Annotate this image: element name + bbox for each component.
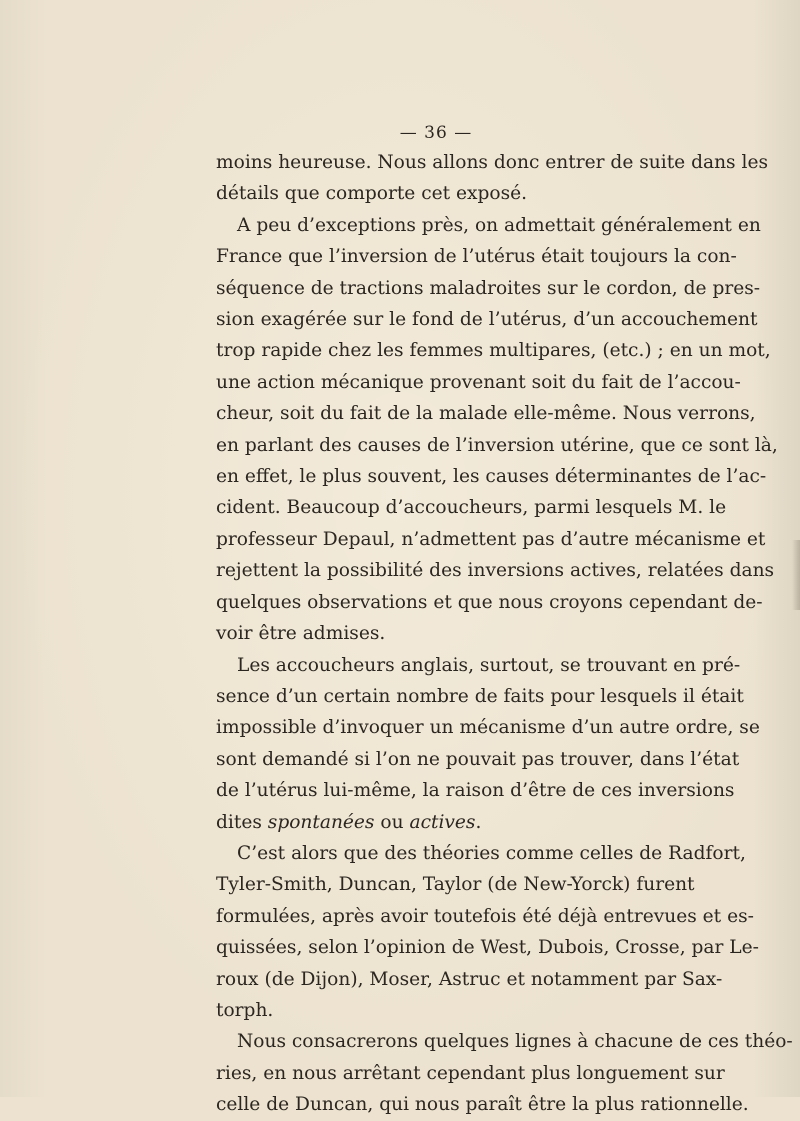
text-line: Tyler-Smith, Duncan, Taylor (de New-Yorck) furent [216,874,695,896]
text-line: torph. [216,999,274,1021]
text-line: formulées, après avoir toutefois été déjà entrevues et es- [216,905,754,927]
text-line: celle de Duncan, qui nous paraît être la plus rationnelle. [216,1094,749,1116]
text-line: ries, en nous arrêtant cependant plus longuement sur [216,1062,725,1084]
text-line: quissées, selon l’opinion de West, Dubois, Crosse, par Le- [216,937,759,959]
text-line-italic-terms [216,807,671,838]
text-fragment: dites [216,811,268,833]
italic-term-actives: actives [409,811,476,833]
text-line: de l’utérus lui-même, la raison d’être de ces inversions [216,780,735,802]
text-line: une action mécanique provenant soit du fait de l’accou- [216,371,741,393]
text-fragment: ou [374,811,410,833]
text-line: en effet, le plus souvent, les causes déterminantes de l’ac- [216,466,767,488]
text-line: voir être admises. [216,623,386,645]
page-edge-shadow [792,540,800,610]
text-line: roux (de Dijon), Moser, Astruc et notamment par Sax- [216,968,723,990]
text-line: C’est alors que des théories comme celles de Radfort, [237,842,746,864]
text-line: France que l’inversion de l’utérus était toujours la con- [216,246,737,268]
text-line: A peu d’exceptions près, on admettait généralement en [237,214,761,236]
page-number: — 36 — [399,123,473,143]
text-line: cheur, soit du fait de la malade elle-même. Nous verrons, [216,403,756,425]
text-fragment: . [475,811,482,833]
text-line: Nous consacrerons quelques lignes à chacune de ces théo- [237,1031,793,1053]
text-line: quelques observations et que nous croyons cependant de- [216,591,763,613]
text-line: sence d’un certain nombre de faits pour lesquels il était [216,685,744,707]
italic-term-spontanees: spontanées [267,811,375,833]
text-line: sion exagérée sur le fond de l’utérus, d’un accouchement [216,309,758,331]
text-line: détails que comporte cet exposé. [216,183,528,205]
text-line: cident. Beaucoup d’accoucheurs, parmi lesquels M. le [216,497,727,519]
body-text [216,147,793,1121]
text-line: séquence de tractions maladroites sur le cordon, de pres- [216,277,761,299]
text-line: en parlant des causes de l’inversion utérine, que ce sont là, [216,434,778,456]
text-line: professeur Depaul, n’admettent pas d’autre mécanisme et [216,528,766,550]
text-line: sont demandé si l’on ne pouvait pas trouver, dans l’état [216,748,740,770]
text-line: Les accoucheurs anglais, surtout, se trouvant en pré- [237,654,741,676]
text-line: rejettent la possibilité des inversions actives, relatées dans [216,560,775,582]
text-line: moins heureuse. Nous allons donc entrer de suite dans les [216,152,768,173]
text-line: impossible d’invoquer un mécanisme d’un autre ordre, se [216,717,760,739]
text-line: trop rapide chez les femmes multipares, (etc.) ; en un mot, [216,340,771,362]
